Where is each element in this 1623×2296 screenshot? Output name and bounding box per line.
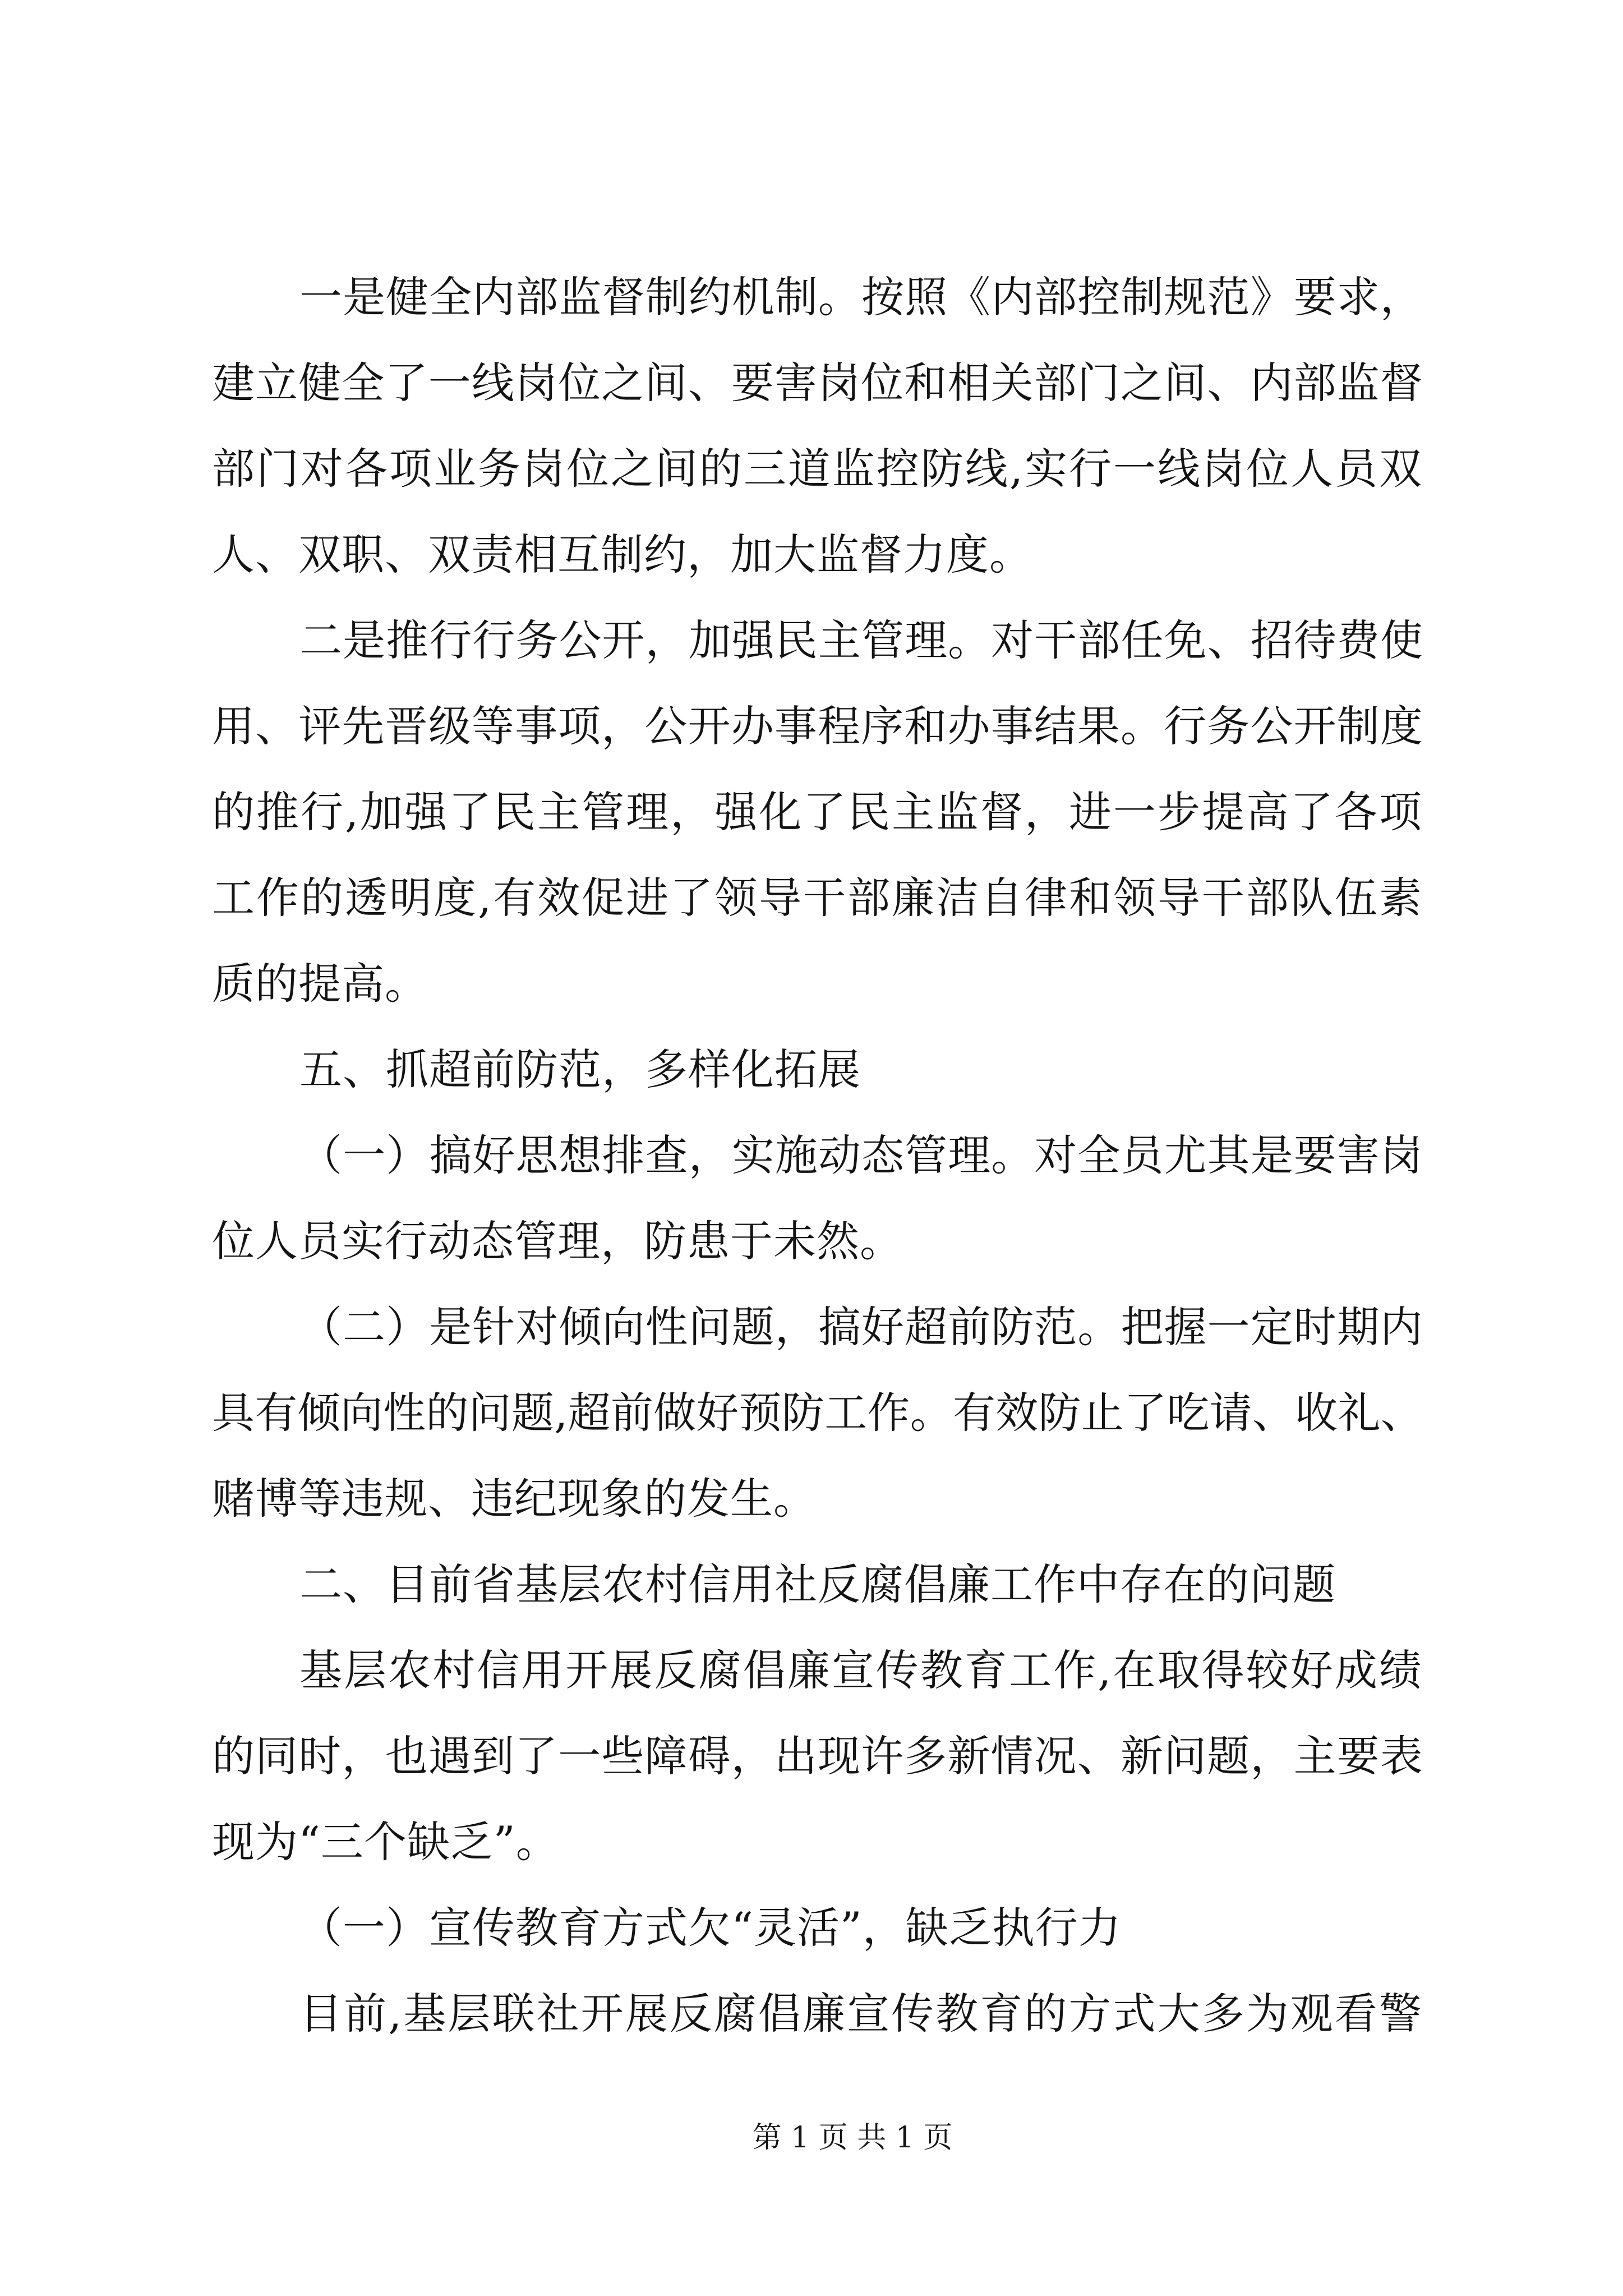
heading-line: 二、目前省基层农村信用社反腐倡廉工作中存在的问题 bbox=[299, 1559, 1336, 1609]
paragraph-line: （二）是针对倾向性问题，搞好超前防范。把握一定时期内 bbox=[299, 1302, 1423, 1352]
body-paragraph bbox=[212, 1627, 1423, 1885]
body-paragraph bbox=[212, 597, 1423, 1027]
page-footer bbox=[684, 2115, 1021, 2160]
paragraph-line: 的同时，也遇到了一些障碍，出现许多新情况、新问题，主要表 bbox=[212, 1731, 1423, 1781]
section-heading bbox=[212, 1542, 1423, 1627]
body-paragraph bbox=[212, 1284, 1423, 1542]
body-paragraph bbox=[212, 254, 1423, 597]
paragraph-line: 目前,基层联社开展反腐倡廉宣传教育的方式大多为观看警 bbox=[299, 1989, 1423, 2039]
paragraph-line: 位人员实行动态管理，防患于未然。 bbox=[212, 1216, 903, 1266]
document-body bbox=[212, 254, 1423, 2056]
paragraph-line: 赌博等违规、违纪现象的发生。 bbox=[212, 1474, 817, 1524]
section-heading bbox=[212, 1027, 1423, 1112]
paragraph-line: 的推行,加强了民主管理，强化了民主监督，进一步提高了各项 bbox=[212, 787, 1423, 837]
paragraph-line: 人、双职、双责相互制约，加大监督力度。 bbox=[212, 530, 1032, 579]
paragraph-line: 质的提高。 bbox=[212, 959, 428, 1009]
paragraph-line: 二是推行行务公开，加强民主管理。对干部任免、招待费使 bbox=[299, 615, 1423, 665]
paragraph-line: 建立健全了一线岗位之间、要害岗位和相关部门之间、内部监督 bbox=[212, 358, 1423, 408]
paragraph-line: 一是健全内部监督制约机制。按照《内部控制规范》要求， bbox=[299, 272, 1423, 322]
paragraph-line: 用、评先晋级等事项，公开办事程序和办事结果。行务公开制度 bbox=[212, 701, 1423, 751]
paragraph-line: （一）搞好思想排查，实施动态管理。对全员尤其是要害岗 bbox=[299, 1130, 1423, 1180]
paragraph-line: 部门对各项业务岗位之间的三道监控防线,实行一线岗位人员双 bbox=[212, 444, 1423, 494]
paragraph-line: 工作的透明度,有效促进了领导干部廉洁自律和领导干部队伍素 bbox=[212, 873, 1423, 923]
heading-line: 五、抓超前防范，多样化拓展 bbox=[299, 1045, 861, 1094]
subsection-heading bbox=[212, 1885, 1423, 1971]
paragraph-line: 基层农村信用开展反腐倡廉宣传教育工作,在取得较好成绩 bbox=[299, 1645, 1423, 1695]
paragraph-line: 现为“三个缺乏”。 bbox=[212, 1817, 559, 1867]
body-paragraph bbox=[212, 1112, 1423, 1284]
heading-line: （一）宣传教育方式欠“灵活”，缺乏执行力 bbox=[299, 1903, 1122, 1953]
body-paragraph bbox=[212, 1971, 1423, 2056]
page-number-label: 第 1 页 共 1 页 bbox=[752, 2121, 953, 2155]
paragraph-line: 具有倾向性的问题,超前做好预防工作。有效防止了吃请、收礼、 bbox=[212, 1388, 1423, 1438]
